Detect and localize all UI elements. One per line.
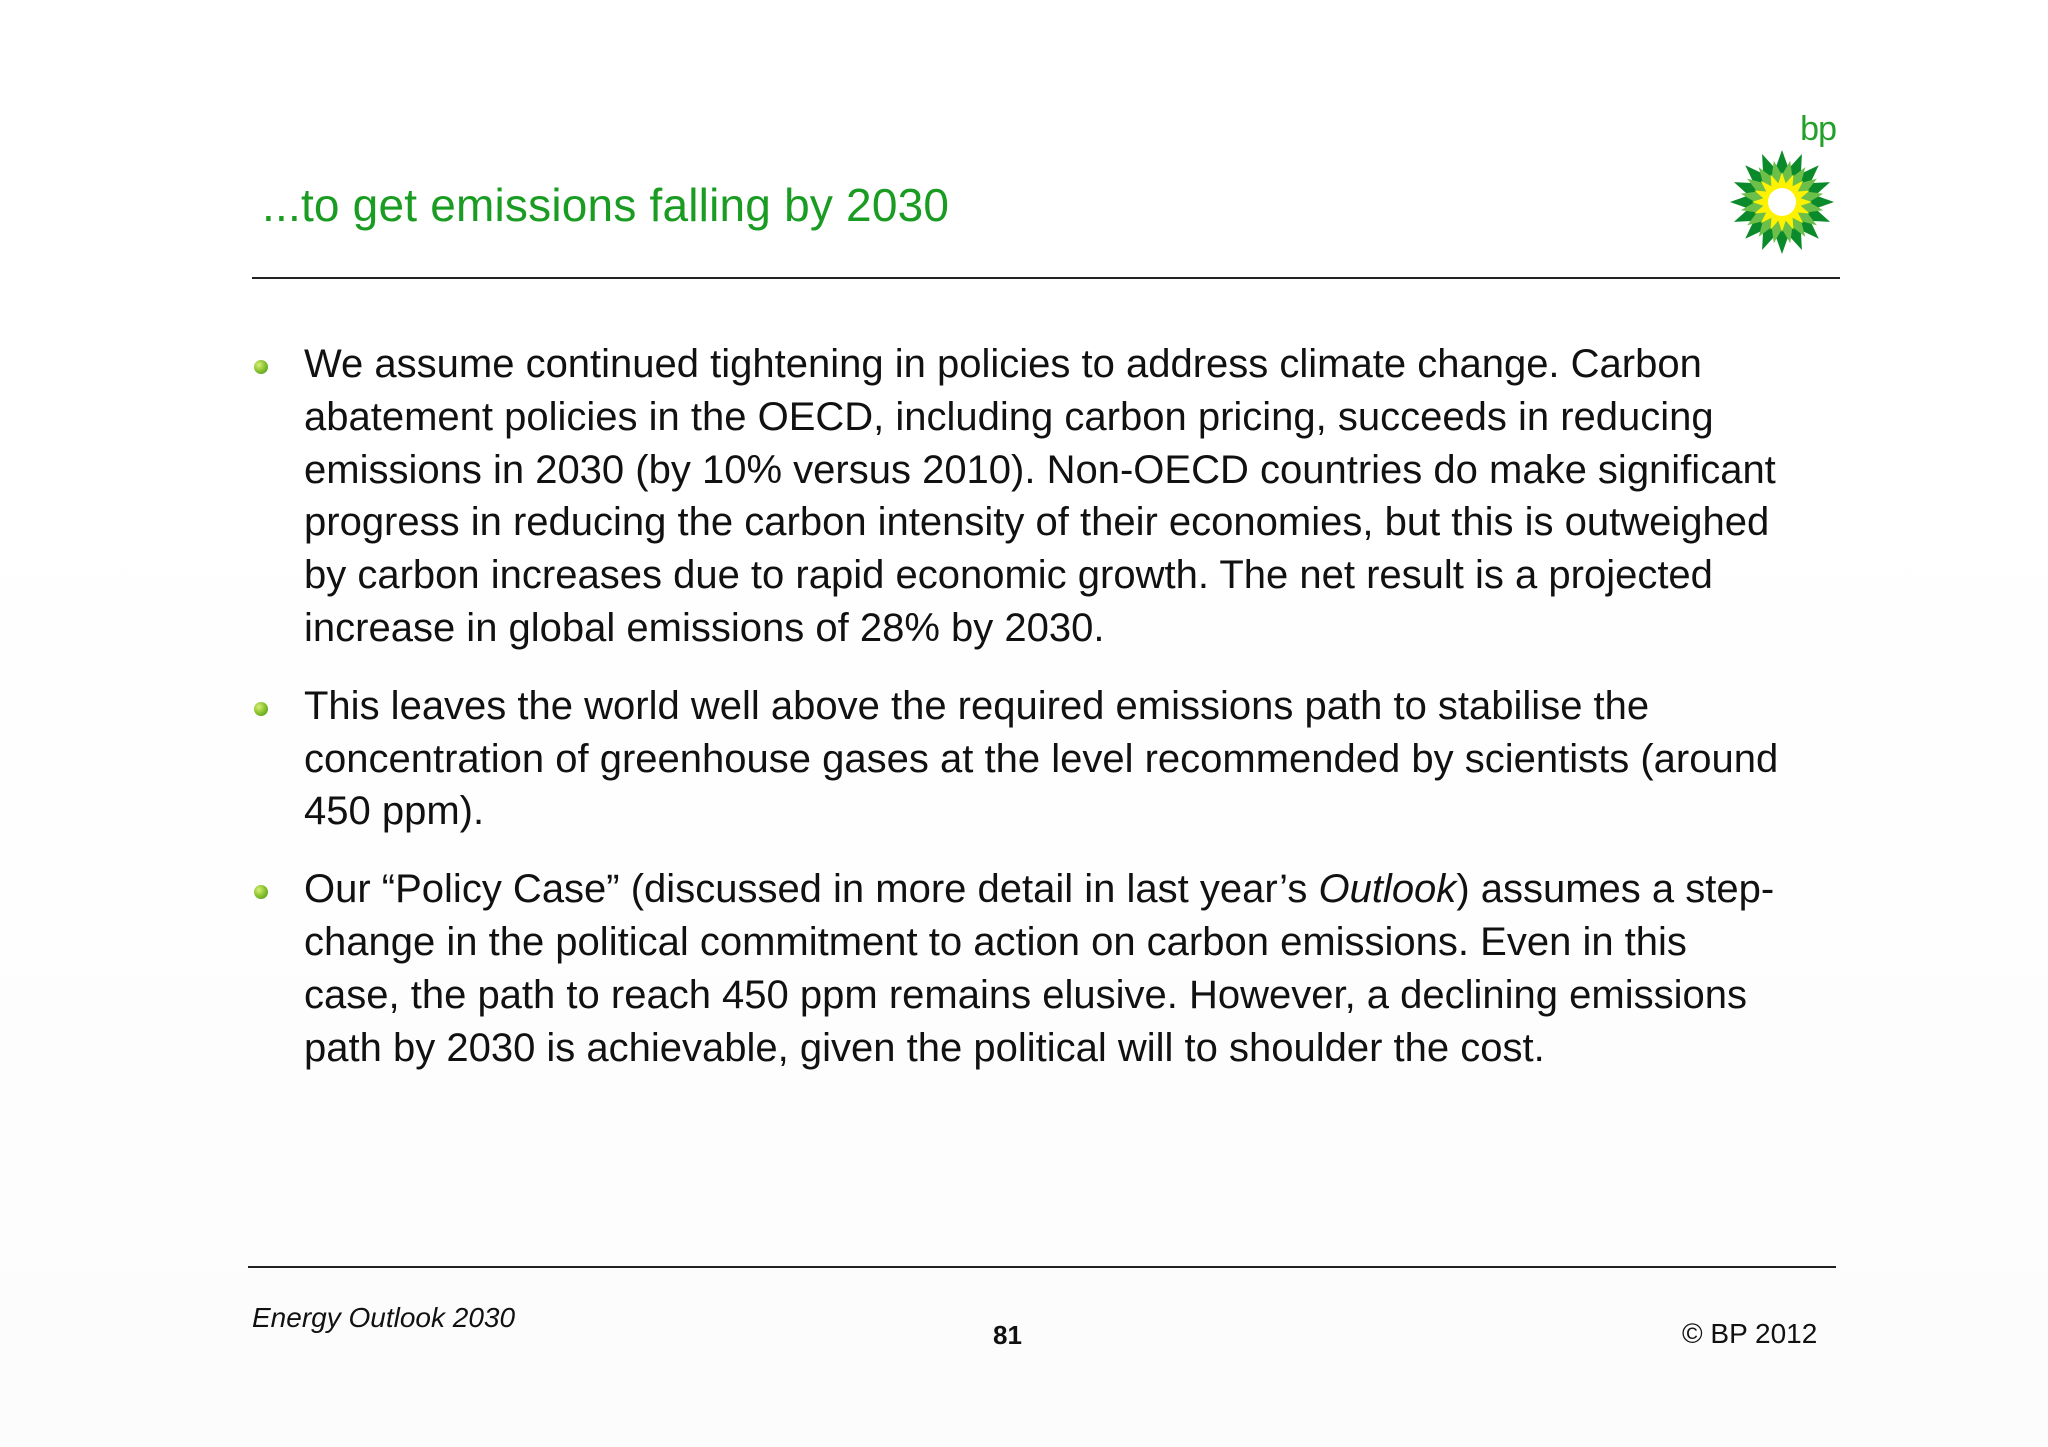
bp-logo-text: bp	[1800, 110, 1836, 148]
bullet-text-italic: Outlook	[1318, 867, 1457, 912]
bullet-icon	[254, 702, 268, 716]
page-title: ...to get emissions falling by 2030	[262, 179, 950, 231]
bp-logo	[1724, 110, 1840, 260]
header-divider	[252, 277, 1840, 279]
footer-copyright: © BP 2012	[1682, 1318, 1818, 1349]
logo-core	[1768, 188, 1796, 216]
bullet-item	[252, 680, 1792, 838]
bullet-item	[252, 863, 1792, 1074]
bullet-text: This leaves the world well above the required emissions path to stabilise the concentration of greenhouse gases at the level recommended by scientists (around 450 ppm).	[304, 683, 1779, 834]
footer-publication: Energy Outlook 2030	[252, 1302, 516, 1333]
bullet-icon	[254, 885, 268, 899]
bullet-text-part: ) assumes a step-change in the political commitment to action on carbon emissions. Even in this case, the path to reach 450 ppm remains elusive. However, a declining emissions path by 2030 is achievable, given the political will to shoulder the cost.	[304, 867, 1775, 1070]
bullet-list	[252, 338, 1792, 1099]
bullet-text: We assume continued tightening in policies to address climate change. Carbon abatement policies in the OECD, including carbon pricing, succeeds in reducing emissions in 2030 (by 10% versus 2010). Non-OECD countries do make significant progress in reducing the carbon intensity of their economies, but this is outweighed by carbon increases due to rapid economic growth. The net result is a projected increase in global emissions of 28% by 2030.	[304, 342, 1776, 650]
bullet-text	[304, 863, 1792, 1074]
bullet-text-part: Our “Policy Case” (discussed in more detail in last year’s	[304, 867, 1319, 912]
footer-divider	[248, 1266, 1836, 1268]
page-number: 81	[993, 1320, 1022, 1350]
bullet-icon	[254, 360, 268, 374]
bullet-item	[252, 338, 1792, 655]
helios-sunburst-icon	[1728, 148, 1836, 256]
